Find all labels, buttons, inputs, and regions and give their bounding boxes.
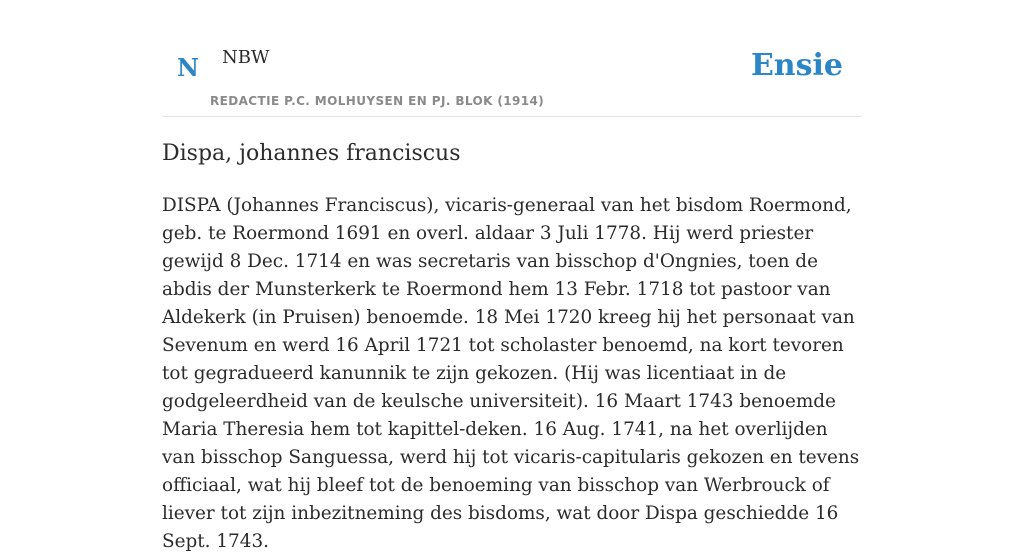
entry-body: DISPA (Johannes Franciscus), vicaris-generaal van het bisdom Roermond, geb. te Roermond 1691 en overl. aldaar 3 Juli 1778. Hij werd priester gewijd 8 Dec. 1714 en was secretaris van bisschop d'Ongnies, toen de abdis der Munsterkerk te Roermond hem 13 Febr. 1718 tot pastoor van Aldekerk (in Pruisen) benoemde. 18 Mei 1720 kreeg hij het personaat van Sevenum en werd 16 April 1721 tot scholaster benoemd, na kort tevoren tot gegradueerd kanunnik te zijn gekozen. (Hij was licentiaat in de godgeleerdheid van de keulsche universiteit). 16 Maart 1743 benoemde Maria Theresia hem tot kapittel-deken. 16 Aug. 1741, na het overlijden van bisschop Sanguessa, werd hij tot vicaris-capitularis gekozen en tevens officiaal, wat hij bleef tot de benoeming van bisschop van Werbrouck of liever tot zijn inbezitneming des bisdoms, wat door Dispa geschiedde 16 Sept. 1743.	[162, 195, 860, 552]
ensie-logo-link[interactable]: Ensie	[750, 48, 843, 83]
source-header	[162, 0, 862, 117]
nbw-logo-icon[interactable]: N	[177, 53, 199, 82]
source-subtitle: REDACTIE P.C. MOLHUYSEN EN PJ. BLOK (1914)	[210, 94, 545, 108]
source-title[interactable]: NBW	[222, 47, 270, 68]
entry-title: Dispa, johannes franciscus	[162, 141, 461, 166]
